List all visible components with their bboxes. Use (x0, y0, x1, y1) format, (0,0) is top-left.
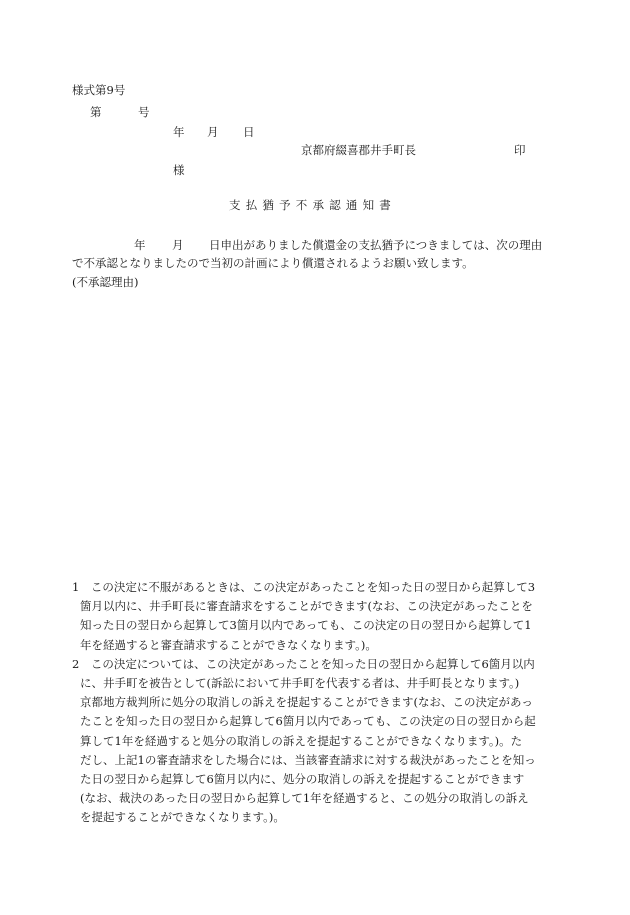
note-line: 年を経過すると審査請求することができなくなります。)。 (80, 637, 377, 652)
note-line: を提起することができなくなります。)。 (80, 810, 285, 825)
doc-number-prefix: 第 (90, 105, 102, 119)
body-month: 月 (172, 238, 184, 252)
date-year: 年 (173, 125, 185, 139)
note-line: だし、上記1の審査請求をした場合には、当該審査請求に対する裁決があったことを知っ (80, 752, 536, 767)
seal-mark: 印 (514, 143, 526, 157)
note-line: 箇月以内に、井手町長に審査請求をすることができます(なお、この決定があったことを (80, 599, 533, 614)
note-1 (72, 578, 612, 655)
date-month: 月 (207, 125, 219, 139)
date-day: 日 (243, 125, 255, 139)
note-line: 1 この決定に不服があるときは、この決定があったことを知った日の翌日から起算して3 (72, 580, 536, 594)
note-line: たことを知った日の翌日から起算して6箇月以内であっても、この決定の日の翌日から起 (80, 714, 536, 729)
note-line: た日の翌日から起算して6箇月以内に、処分の取消しの訴えを提起することができます (80, 772, 525, 787)
note-line: 知った日の翌日から起算して3箇月以内であっても、この決定の日の翌日から起算して1 (80, 618, 532, 633)
body-line1-text: 日申出がありました償還金の支払猶予につきましては、次の理由 (209, 238, 543, 252)
reason-heading: (不承認理由) (72, 275, 139, 289)
body-year: 年 (134, 238, 146, 252)
addressee-suffix: 様 (173, 163, 185, 177)
issuer-title: 京都府綴喜郡井手町長 (301, 143, 416, 157)
document-title: 支払猶予不承認通知書 (229, 198, 396, 212)
note-line: に、井手町を被告として(訴訟において井手町を代表する者は、井手町長となります。) (80, 676, 520, 691)
form-number: 様式第9号 (72, 83, 126, 97)
notes-section (72, 578, 612, 828)
note-line: 算して1年を経過すると処分の取消しの訴えを提起することができなくなります。)。た (80, 733, 523, 748)
body-line2-text: で不承認となりましたので当初の計画により償還されるようお願い致します。 (72, 256, 474, 270)
doc-number-suffix: 号 (138, 105, 150, 119)
note-line: 2 この決定については、この決定があったことを知った日の翌日から起算して6箇月以内 (72, 656, 535, 671)
note-line: 京都地方裁判所に処分の取消しの訴えを提起することができます(なお、この決定があっ (80, 695, 533, 710)
note-line: (なお、裁決のあった日の翌日から起算して1年を経過すると、この処分の取消しの訴え (80, 791, 529, 806)
note-2 (72, 655, 612, 828)
